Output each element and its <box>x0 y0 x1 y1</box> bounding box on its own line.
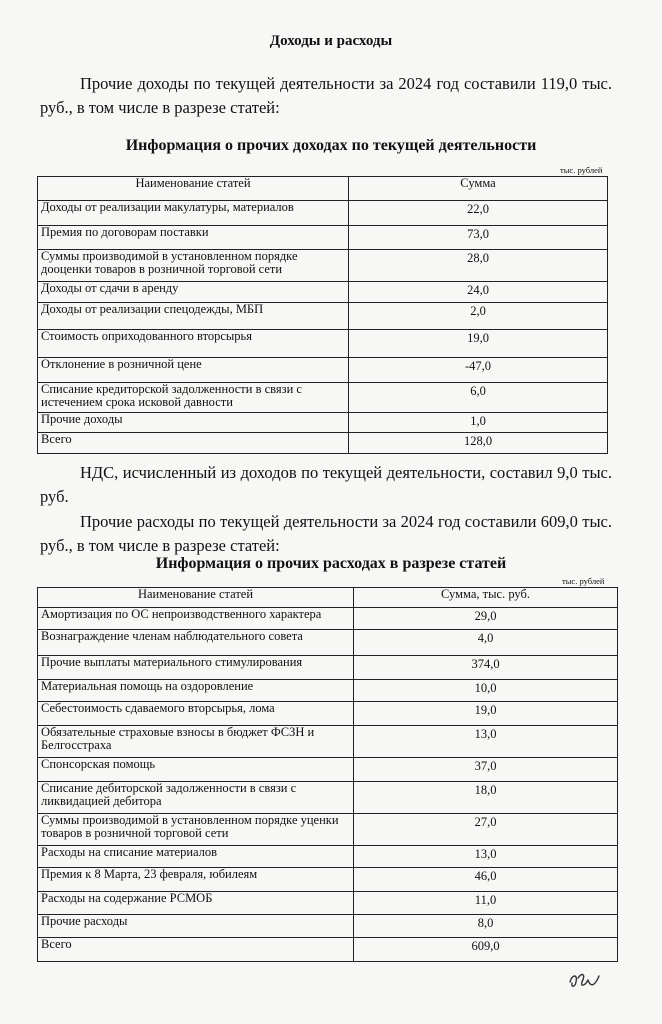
table-header-row <box>38 588 618 608</box>
row-value: 19,0 <box>349 330 608 358</box>
expense-intro <box>40 510 612 558</box>
row-value: 11,0 <box>354 892 618 915</box>
expense-units: тыс. рублей <box>562 576 605 586</box>
row-label: Себестоимость сдаваемого вторсырья, лома <box>38 702 354 726</box>
row-value: 73,0 <box>349 226 608 250</box>
table-row <box>38 303 608 330</box>
income-units: тыс. рублей <box>560 165 603 175</box>
expense-table-title: Информация о прочих расходах в разрезе статей <box>155 555 507 572</box>
vat-paragraph <box>40 461 612 509</box>
income-table <box>37 176 608 454</box>
row-label: Амортизация по ОС непроизводственного характера <box>38 608 354 630</box>
row-label: Доходы от реализации спецодежды, МБП <box>38 303 349 330</box>
row-label: Доходы от сдачи в аренду <box>38 282 349 303</box>
row-value: 22,0 <box>349 201 608 226</box>
column-header-name: Наименование статей <box>38 177 349 201</box>
expense-intro-text: Прочие расходы по текущей деятельности за 2024 год составили 609,0 тыс. руб., в том числе в разрезе статей: <box>40 512 612 555</box>
table-row <box>38 656 618 680</box>
row-label: Расходы на содержание РСМОБ <box>38 892 354 915</box>
row-value: 29,0 <box>354 608 618 630</box>
row-value: 46,0 <box>354 868 618 892</box>
row-label: Прочие расходы <box>38 915 354 938</box>
row-value: 13,0 <box>354 726 618 758</box>
row-label: Суммы производимой в установленном порядке дооценки товаров в розничной торговой сети <box>38 250 349 282</box>
column-header-sum: Сумма <box>349 177 608 201</box>
row-label: Списание дебиторской задолженности в связи с ликвидацией дебитора <box>38 782 354 814</box>
row-label: Всего <box>38 938 354 962</box>
row-label: Спонсорская помощь <box>38 758 354 782</box>
row-value: 18,0 <box>354 782 618 814</box>
table-row <box>38 383 608 413</box>
handwritten-signature <box>566 968 602 994</box>
row-value: 27,0 <box>354 814 618 846</box>
table-row <box>38 868 618 892</box>
column-header-sum: Сумма, тыс. руб. <box>354 588 618 608</box>
row-value: 609,0 <box>354 938 618 962</box>
row-label: Списание кредиторской задолженности в связи с истечением срока исковой давности <box>38 383 349 413</box>
table-row <box>38 630 618 656</box>
row-label: Прочие выплаты материального стимулирования <box>38 656 354 680</box>
row-value: 128,0 <box>349 433 608 454</box>
table-header-row <box>38 177 608 201</box>
row-value: -47,0 <box>349 358 608 383</box>
table-row <box>38 250 608 282</box>
row-value: 28,0 <box>349 250 608 282</box>
income-intro-text: Прочие доходы по текущей деятельности за 2024 год составили 119,0 тыс. руб., в том числе в разрезе статей: <box>40 74 612 117</box>
row-label: Стоимость оприходованного вторсырья <box>38 330 349 358</box>
table-row <box>38 758 618 782</box>
row-label: Доходы от реализации макулатуры, материалов <box>38 201 349 226</box>
row-label: Вознаграждение членам наблюдательного совета <box>38 630 354 656</box>
row-value: 37,0 <box>354 758 618 782</box>
row-value: 1,0 <box>349 413 608 433</box>
row-value: 8,0 <box>354 915 618 938</box>
table-row <box>38 702 618 726</box>
table-row-total <box>38 938 618 962</box>
row-value: 24,0 <box>349 282 608 303</box>
row-label: Материальная помощь на оздоровление <box>38 680 354 702</box>
vat-text: НДС, исчисленный из доходов по текущей деятельности, составил 9,0 тыс. руб. <box>40 463 612 506</box>
table-row <box>38 358 608 383</box>
row-label: Расходы на списание материалов <box>38 846 354 868</box>
page-title: Доходы и расходы <box>269 33 393 49</box>
row-value: 6,0 <box>349 383 608 413</box>
row-value: 10,0 <box>354 680 618 702</box>
table-row <box>38 846 618 868</box>
table-row <box>38 814 618 846</box>
row-label: Отклонение в розничной цене <box>38 358 349 383</box>
table-row <box>38 782 618 814</box>
row-label: Обязательные страховые взносы в бюджет ФСЗН и Белгосстраха <box>38 726 354 758</box>
expense-table <box>37 587 618 962</box>
table-row <box>38 201 608 226</box>
column-header-name: Наименование статей <box>38 588 354 608</box>
row-label: Всего <box>38 433 349 454</box>
row-value: 2,0 <box>349 303 608 330</box>
table-row <box>38 226 608 250</box>
table-row <box>38 608 618 630</box>
table-row <box>38 892 618 915</box>
row-label: Прочие доходы <box>38 413 349 433</box>
table-row <box>38 680 618 702</box>
table-row <box>38 330 608 358</box>
row-value: 374,0 <box>354 656 618 680</box>
table-row-total <box>38 433 608 454</box>
row-value: 4,0 <box>354 630 618 656</box>
income-table-title: Информация о прочих доходах по текущей деятельности <box>125 137 537 154</box>
row-value: 19,0 <box>354 702 618 726</box>
table-row <box>38 282 608 303</box>
row-label: Суммы производимой в установленном порядке уценки товаров в розничной торговой сети <box>38 814 354 846</box>
table-row <box>38 726 618 758</box>
table-row <box>38 915 618 938</box>
table-row <box>38 413 608 433</box>
row-label: Премия к 8 Марта, 23 февраля, юбилеям <box>38 868 354 892</box>
income-intro <box>40 72 612 120</box>
row-value: 13,0 <box>354 846 618 868</box>
row-label: Премия по договорам поставки <box>38 226 349 250</box>
